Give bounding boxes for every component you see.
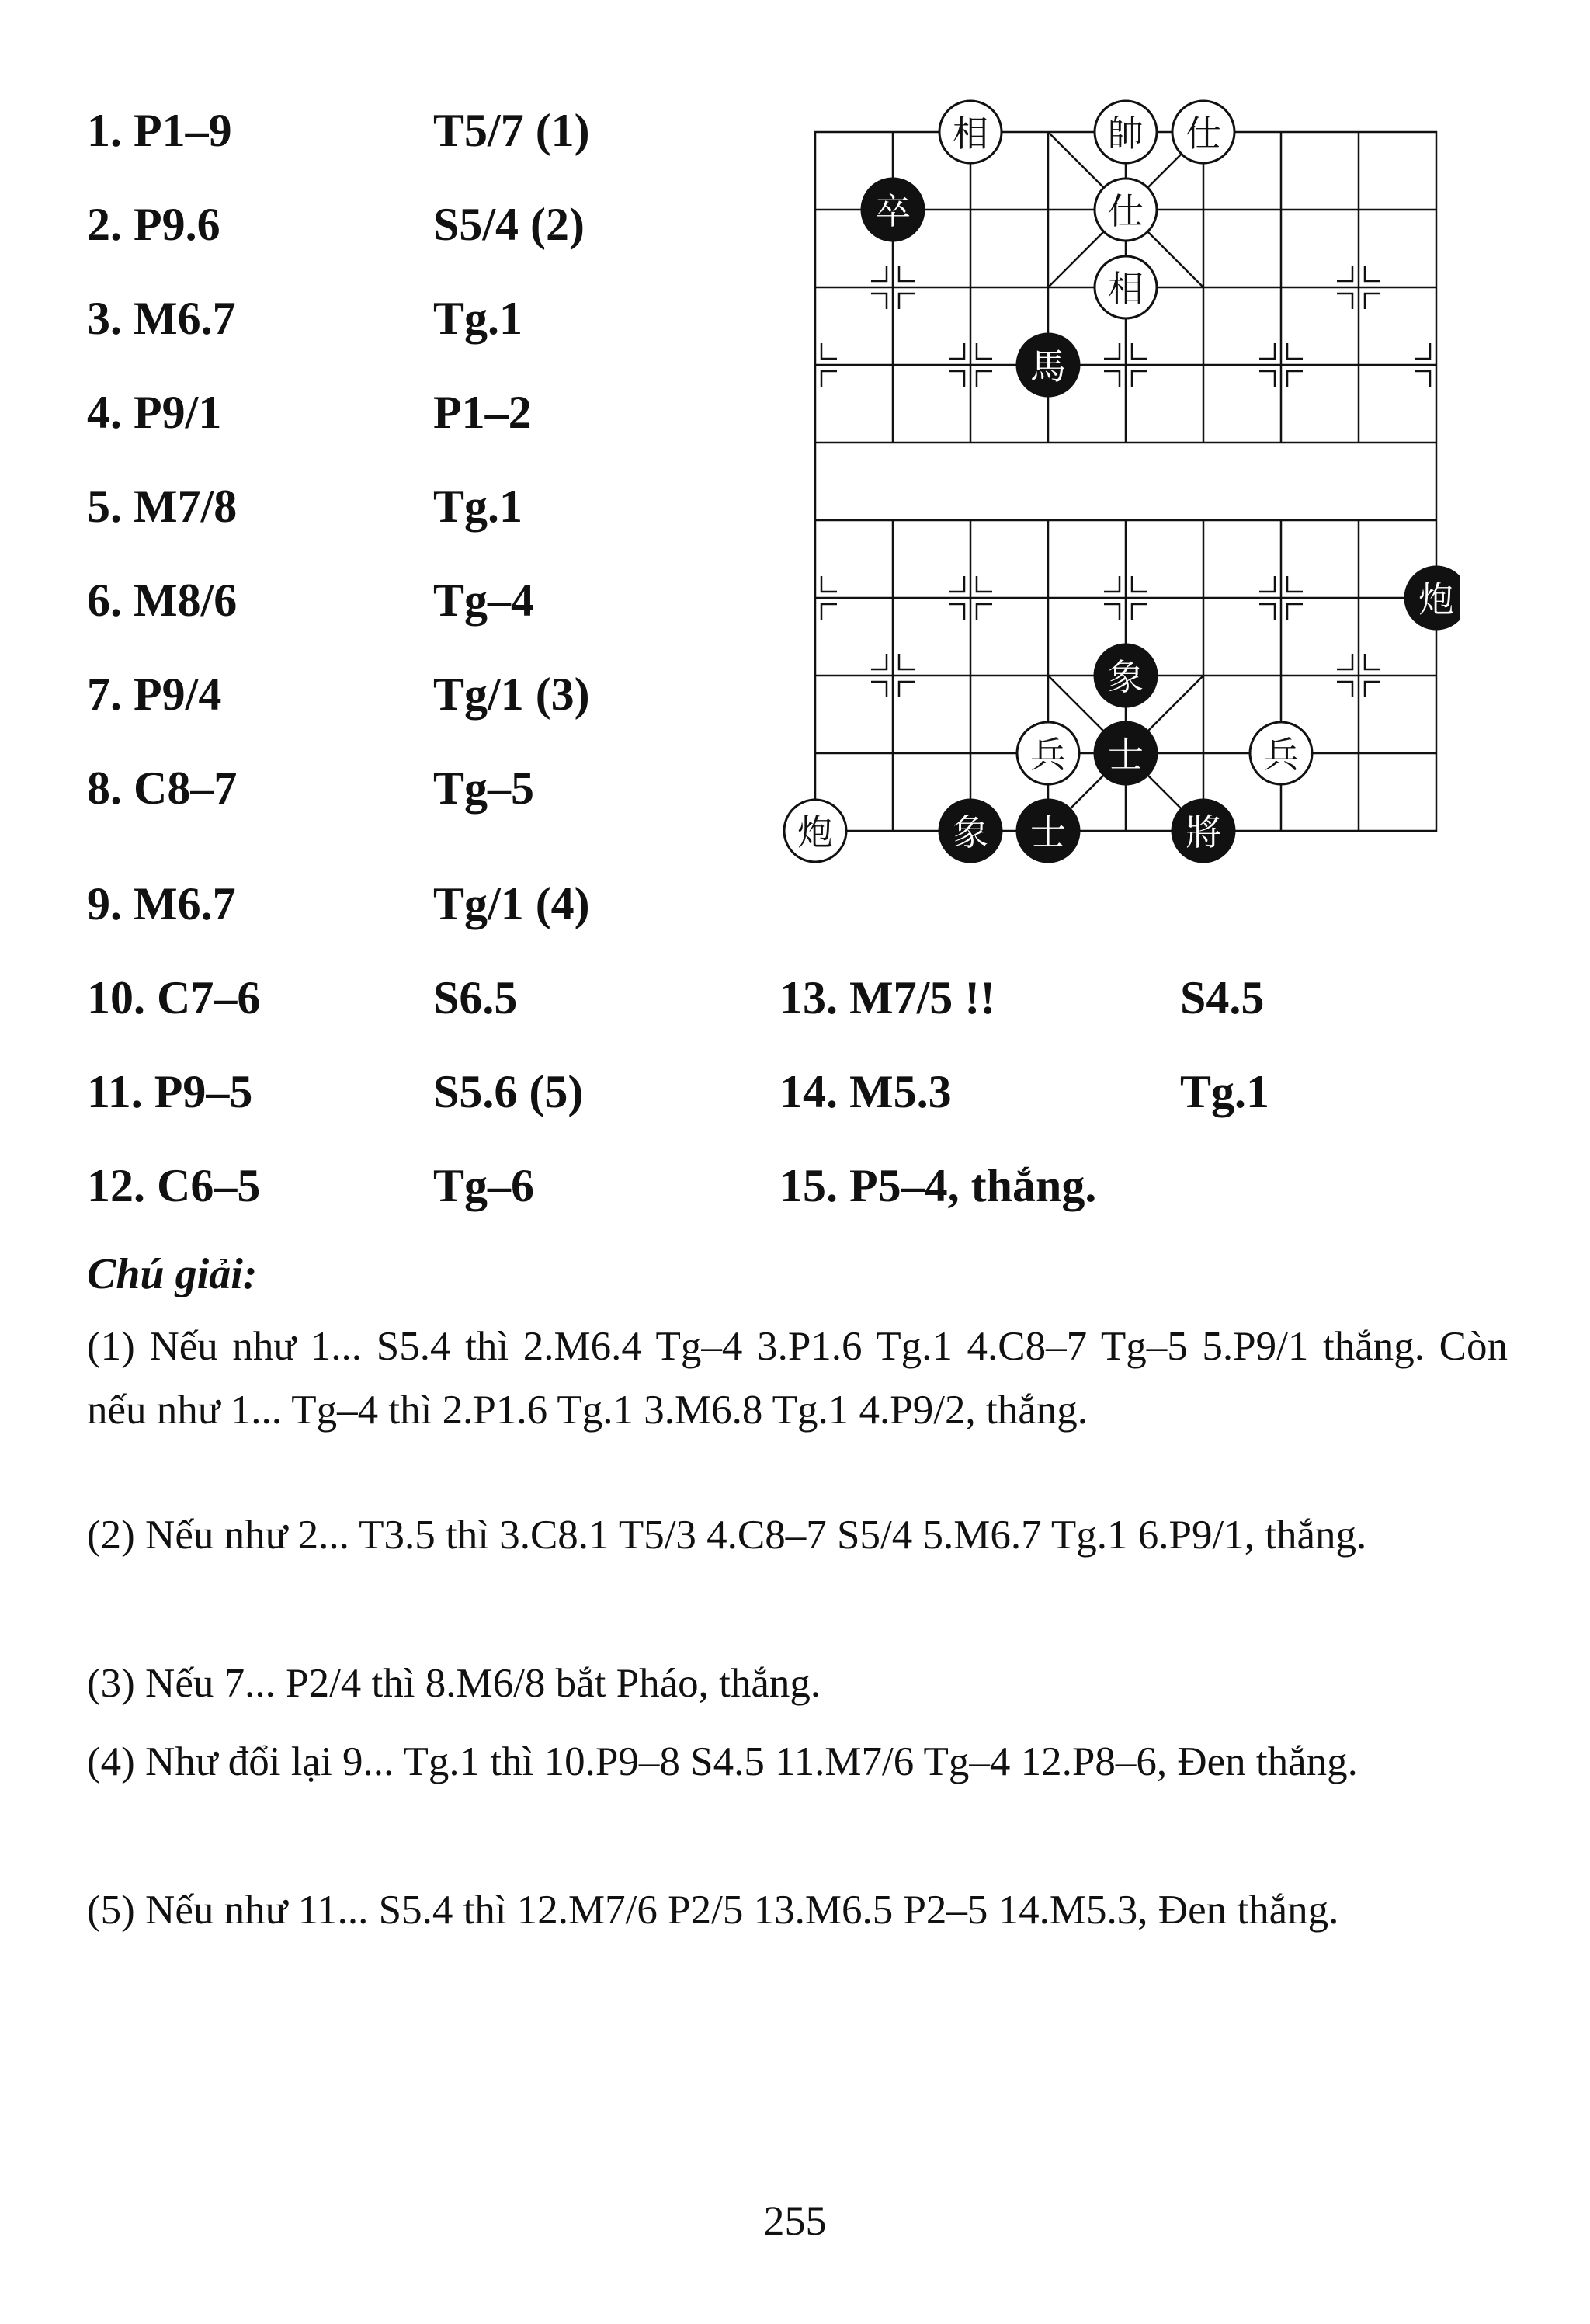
position-marker: [821, 371, 837, 387]
position-marker: [899, 294, 915, 309]
move-5-black: Tg.1: [433, 481, 523, 532]
red-advisor-piece: [1095, 179, 1157, 241]
svg-text:相: 相: [1108, 268, 1144, 310]
note-3: (3) Nếu 7... P2/4 thì 8.M6/8 bắt Pháo, thắng.: [87, 1661, 821, 1706]
black-elephant-piece: [1095, 644, 1157, 707]
position-marker: [949, 343, 964, 359]
move-3-black: Tg.1: [433, 293, 523, 344]
svg-text:象: 象: [1108, 656, 1144, 698]
svg-text:卒: 卒: [875, 190, 911, 232]
note-4: (4) Như đổi lại 9... Tg.1 thì 10.P9–8 S4.5 11.M7/6 Tg–4 12.P8–6, Đen thắng.: [87, 1739, 1358, 1784]
move-2-white: 2. P9.6: [87, 199, 220, 250]
move-4-black: P1–2: [433, 387, 532, 438]
svg-text:馬: 馬: [1030, 346, 1066, 387]
svg-text:兵: 兵: [1263, 734, 1299, 776]
move-7-white: 7. P9/4: [87, 669, 222, 720]
position-marker: [1365, 682, 1380, 697]
position-marker: [1259, 343, 1275, 359]
position-marker: [1104, 576, 1120, 592]
position-marker: [949, 604, 964, 620]
position-marker: [1415, 343, 1430, 359]
position-marker: [899, 266, 915, 281]
move-7-black: Tg/1 (3): [433, 669, 590, 720]
svg-text:士: 士: [1030, 811, 1066, 853]
move-8-black: Tg–5: [433, 763, 535, 814]
black-elephant-piece: [939, 800, 1002, 862]
move-10-white: 10. C7–6: [87, 972, 261, 1023]
position-marker: [977, 576, 992, 592]
position-marker: [1259, 604, 1275, 620]
move-14-white: 14. M5.3: [779, 1066, 952, 1117]
position-marker: [871, 294, 887, 309]
black-advisor-piece: [1017, 800, 1079, 862]
move-6-white: 6. M8/6: [87, 575, 238, 626]
position-marker: [821, 604, 837, 620]
black-advisor-piece: [1095, 722, 1157, 784]
move-10-black: S6.5: [433, 972, 518, 1023]
page-number: 255: [763, 2197, 827, 2244]
move-8-white: 8. C8–7: [87, 763, 238, 814]
position-marker: [1287, 576, 1303, 592]
position-marker: [1287, 371, 1303, 387]
position-marker: [821, 343, 837, 359]
move-9-white: 9. M6.7: [87, 878, 236, 929]
position-marker: [871, 682, 887, 697]
position-marker: [1104, 604, 1120, 620]
svg-text:炮: 炮: [797, 811, 833, 853]
notes-heading: Chú giải:: [87, 1250, 258, 1298]
move-12-black: Tg–6: [433, 1160, 535, 1211]
svg-text:士: 士: [1108, 734, 1144, 776]
move-2-black: S5/4 (2): [433, 199, 585, 250]
move-11-white: 11. P9–5: [87, 1066, 253, 1117]
move-13-black: S4.5: [1180, 972, 1265, 1023]
svg-text:仕: 仕: [1186, 113, 1221, 155]
position-marker: [1132, 343, 1147, 359]
move-15-white: 15. P5–4, thắng.: [779, 1160, 1097, 1211]
svg-text:兵: 兵: [1030, 734, 1066, 776]
move-3-white: 3. M6.7: [87, 293, 236, 344]
red-soldier-piece: [1250, 722, 1312, 784]
xiangqi-board: [776, 93, 1460, 885]
position-marker: [1415, 371, 1430, 387]
position-marker: [1365, 654, 1380, 669]
position-marker: [977, 604, 992, 620]
move-1-black: T5/7 (1): [433, 105, 590, 156]
position-marker: [1337, 294, 1352, 309]
position-marker: [949, 576, 964, 592]
position-marker: [1104, 371, 1120, 387]
position-marker: [871, 654, 887, 669]
svg-text:帥: 帥: [1108, 113, 1144, 155]
position-marker: [1259, 371, 1275, 387]
position-marker: [977, 371, 992, 387]
position-marker: [1337, 682, 1352, 697]
position-marker: [1287, 604, 1303, 620]
position-marker: [1365, 294, 1380, 309]
red-general-piece: [1095, 101, 1157, 163]
position-marker: [949, 371, 964, 387]
svg-text:仕: 仕: [1108, 190, 1144, 232]
svg-text:將: 將: [1186, 811, 1221, 853]
red-cannon-piece: [784, 800, 846, 862]
move-4-white: 4. P9/1: [87, 387, 222, 438]
position-marker: [1132, 576, 1147, 592]
position-marker: [821, 576, 837, 592]
position-marker: [1132, 604, 1147, 620]
position-marker: [1132, 371, 1147, 387]
position-marker: [1287, 343, 1303, 359]
black-cannon-piece: [1405, 567, 1460, 629]
black-horse-piece: [1017, 334, 1079, 396]
red-elephant-piece: [939, 101, 1002, 163]
move-1-white: 1. P1–9: [87, 105, 232, 156]
move-6-black: Tg–4: [433, 575, 535, 626]
position-marker: [899, 654, 915, 669]
black-general-piece: [1172, 800, 1234, 862]
move-14-black: Tg.1: [1180, 1066, 1270, 1117]
move-5-white: 5. M7/8: [87, 481, 238, 532]
svg-text:炮: 炮: [1418, 578, 1454, 620]
svg-text:相: 相: [953, 113, 988, 155]
black-soldier-piece: [862, 179, 924, 241]
note-1: (1) Nếu như 1... S5.4 thì 2.M6.4 Tg–4 3.P1.6 Tg.1 4.C8–7 Tg–5 5.P9/1 thắng. Còn nếu như 1... Tg–4 thì 2.P1.6 Tg.1 3.M6.8 Tg.1 4.P9/2, thắng.: [87, 1324, 1508, 1433]
svg-text:象: 象: [953, 811, 988, 853]
position-marker: [1259, 576, 1275, 592]
move-12-white: 12. C6–5: [87, 1160, 261, 1211]
position-marker: [977, 343, 992, 359]
position-marker: [1104, 343, 1120, 359]
position-marker: [1337, 654, 1352, 669]
red-elephant-piece: [1095, 256, 1157, 318]
position-marker: [1365, 266, 1380, 281]
move-9-black: Tg/1 (4): [433, 878, 590, 929]
red-soldier-piece: [1017, 722, 1079, 784]
position-marker: [899, 682, 915, 697]
move-13-white: 13. M7/5 !!: [779, 972, 996, 1023]
note-5: (5) Nếu như 11... S5.4 thì 12.M7/6 P2/5 13.M6.5 P2–5 14.M5.3, Đen thắng.: [87, 1888, 1339, 1933]
move-11-black: S5.6 (5): [433, 1066, 584, 1117]
position-marker: [871, 266, 887, 281]
position-marker: [1337, 266, 1352, 281]
red-advisor-piece: [1172, 101, 1234, 163]
note-2: (2) Nếu như 2... T3.5 thì 3.C8.1 T5/3 4.C8–7 S5/4 5.M6.7 Tg.1 6.P9/1, thắng.: [87, 1513, 1367, 1558]
